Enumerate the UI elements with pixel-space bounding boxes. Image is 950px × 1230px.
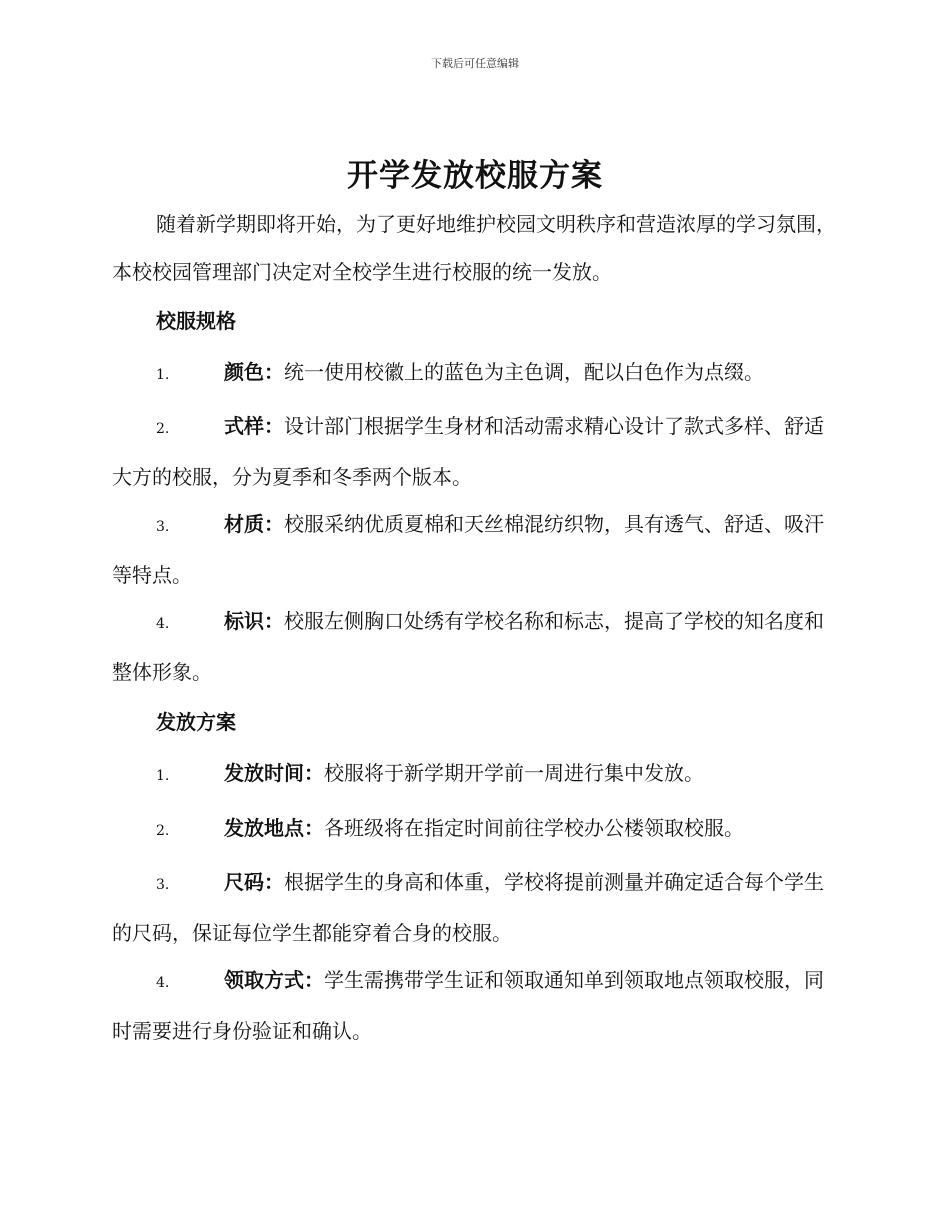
item-label: 领取方式： xyxy=(224,968,324,992)
item-number: 4. xyxy=(156,975,170,991)
item-text: 校服左侧胸口处绣有学校名称和标志，提高了学校的知名度和整体形象。 xyxy=(112,609,824,684)
item-text: 统一使用校徽上的蓝色为主色调，配以白色作为点缀。 xyxy=(284,360,764,384)
intro-paragraph: 随着新学期即将开始，为了更好地维护校园文明秩序和营造浓厚的学习氛围，本校校园管理部门决定对全校学生进行校服的统一发放。 xyxy=(112,212,836,284)
item-text: 校服采纳优质夏棉和天丝棉混纺织物，具有透气、舒适、吸汗等特点。 xyxy=(112,512,824,587)
item-number: 3. xyxy=(156,519,170,535)
item-number: 1. xyxy=(156,367,170,383)
item-text: 校服将于新学期开学前一周进行集中发放。 xyxy=(324,761,704,785)
item-label: 发放时间： xyxy=(224,761,324,785)
item-number: 2. xyxy=(156,823,170,839)
list-item xyxy=(112,749,842,800)
item-text: 各班级将在指定时间前往学校办公楼领取校服。 xyxy=(324,816,744,840)
list-item xyxy=(112,804,842,855)
item-number: 2. xyxy=(156,421,170,437)
list-item xyxy=(112,956,842,1055)
item-label: 标识： xyxy=(224,609,284,633)
list-item xyxy=(112,500,842,599)
item-label: 尺码： xyxy=(224,870,284,894)
list-item xyxy=(112,858,842,957)
item-text: 根据学生的身高和体重，学校将提前测量并确定适合每个学生的尺码，保证每位学生都能穿着合身的校服。 xyxy=(112,870,824,945)
item-number: 4. xyxy=(156,616,170,632)
item-label: 颜色： xyxy=(224,360,284,384)
section-heading-uniform-spec: 校服规格 xyxy=(156,309,236,333)
item-text: 设计部门根据学生身材和活动需求精心设计了款式多样、舒适大方的校服，分为夏季和冬季两个版本。 xyxy=(112,414,824,489)
document-title: 开学发放校服方案 xyxy=(347,158,603,194)
header-note: 下载后可任意编辑 xyxy=(431,57,519,70)
item-text: 学生需携带学生证和领取通知单到领取地点领取校服，同时需要进行身份验证和确认。 xyxy=(112,968,824,1043)
item-number: 3. xyxy=(156,877,170,893)
section-heading-distribution-plan: 发放方案 xyxy=(156,710,236,734)
list-item xyxy=(112,402,842,501)
list-item xyxy=(112,348,842,399)
list-item xyxy=(112,597,842,696)
item-label: 式样： xyxy=(224,414,284,438)
item-label: 材质： xyxy=(224,512,284,536)
item-label: 发放地点： xyxy=(224,816,324,840)
item-number: 1. xyxy=(156,768,170,784)
